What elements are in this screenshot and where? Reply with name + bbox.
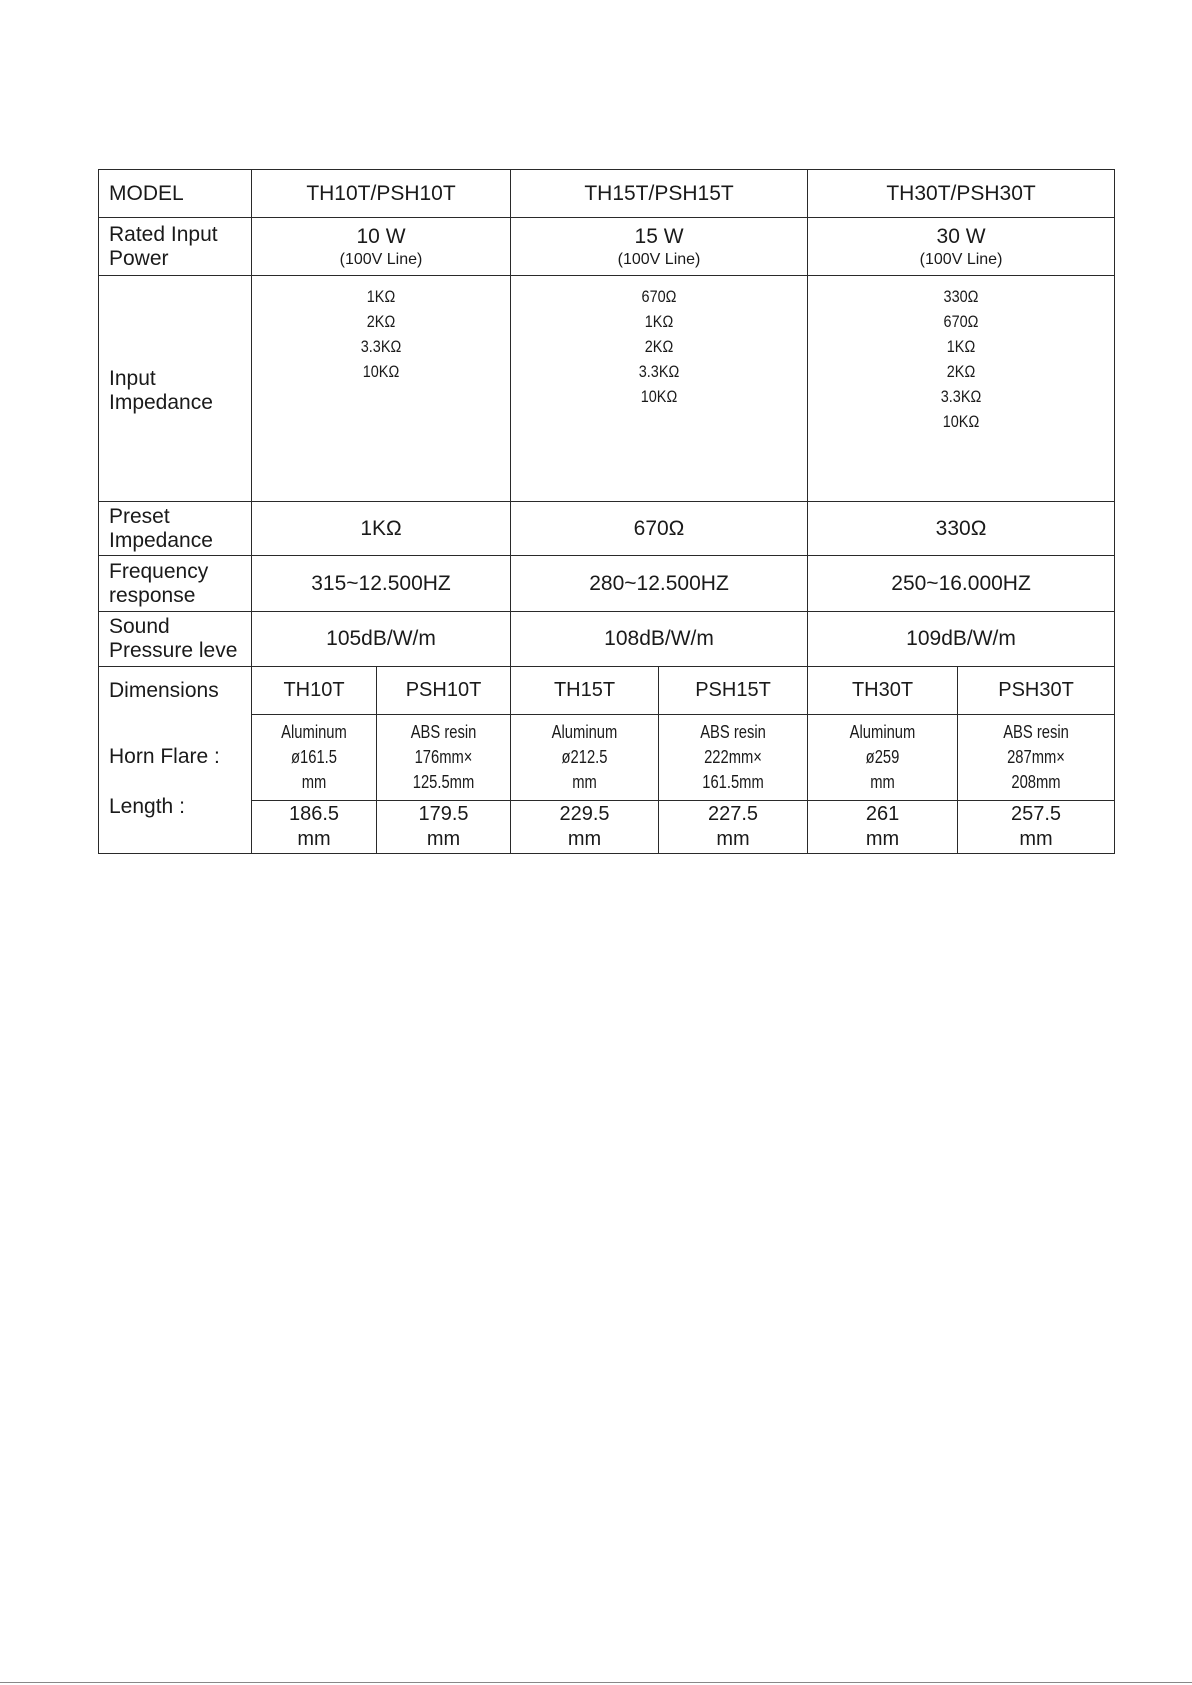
horn-size: mm [870,772,895,792]
impedance-value: 2KΩ [366,312,396,331]
frequency-response-value-1: 315~12.500HZ [252,556,511,612]
sound-pressure-row [99,612,1115,667]
length-cell [808,801,958,854]
spec-table [98,169,1115,854]
horn-size: ø161.5 [291,747,337,767]
horn-material: ABS resin [700,722,766,742]
input-impedance-label-line1: Input [109,366,156,390]
frequency-response-value-2: 280~12.500HZ [511,556,808,612]
model-row [99,170,1115,218]
horn-size: 222mm× [704,747,762,767]
submodel-header: PSH10T [377,667,511,715]
impedance-value: 2KΩ [644,337,674,356]
impedance-value: 670Ω [943,312,979,331]
model-label: MODEL [99,170,252,218]
preset-impedance-value-1: 1KΩ [252,502,511,556]
sound-pressure-label [99,612,252,667]
horn-material: Aluminum [281,722,347,742]
preset-impedance-value-3: 330Ω [808,502,1115,556]
horn-flare-label: Horn Flare : [109,745,220,768]
impedance-value: 1KΩ [946,337,976,356]
sound-pressure-value-1: 105dB/W/m [252,612,511,667]
length-cell [252,801,377,854]
frequency-response-label-line1: Frequency [109,559,209,583]
rated-power-line: (100V Line) [339,250,423,268]
input-impedance-list-2 [511,276,808,502]
length-cell [377,801,511,854]
frequency-response-label [99,556,252,612]
length-value: 261 [865,803,900,825]
input-impedance-row [99,276,1115,502]
frequency-response-row [99,556,1115,612]
impedance-value: 10KΩ [942,412,980,431]
horn-flare-cell [252,715,377,801]
dimensions-label-cell [99,667,252,854]
impedance-value: 2KΩ [946,362,976,381]
horn-size: 176mm× [414,747,473,767]
horn-size: 208mm [1011,772,1061,792]
horn-size: mm [572,772,597,792]
dimensions-label: Dimensions [109,679,219,702]
impedance-value: 330Ω [943,287,979,306]
impedance-value: 3.3KΩ [940,387,982,406]
frequency-response-label-line2: response [109,583,196,607]
submodel-header: PSH15T [659,667,808,715]
impedance-value: 3.3KΩ [638,362,680,381]
impedance-value: 10KΩ [362,362,400,381]
impedance-value: 1KΩ [366,287,396,306]
submodel-header: TH30T [808,667,958,715]
sound-pressure-label-line1: Sound [109,615,170,638]
submodel-header: TH10T [252,667,377,715]
horn-flare-cell [377,715,511,801]
preset-impedance-label-line1: Preset [109,504,170,528]
horn-material: Aluminum [849,722,916,742]
rated-power-row [99,218,1115,276]
horn-flare-cell [659,715,808,801]
rated-power-label [99,218,252,276]
length-value: 227.5 [707,803,759,825]
submodel-header: PSH30T [958,667,1115,715]
input-impedance-label-line2: Impedance [109,390,213,414]
rated-power-label-line2: Power [109,246,169,270]
length-unit: mm [865,828,900,850]
rated-power-cell-3 [808,218,1115,276]
impedance-value: 10KΩ [640,387,678,406]
input-impedance-list-3 [808,276,1115,502]
preset-impedance-label-line2: Impedance [109,528,213,552]
horn-size: 287mm× [1007,747,1065,767]
sound-pressure-label-line2: Pressure leve [109,639,238,662]
rated-power-label-line1: Rated Input [109,222,218,246]
horn-flare-cell [511,715,659,801]
impedance-value: 3.3KΩ [360,337,402,356]
rated-power-cell-2 [511,218,808,276]
preset-impedance-value-2: 670Ω [511,502,808,556]
horn-flare-cell [958,715,1115,801]
length-unit: mm [567,828,602,850]
sound-pressure-value-3: 109dB/W/m [808,612,1115,667]
horn-size: ø212.5 [561,747,608,767]
length-unit: mm [1019,828,1053,850]
length-cell [511,801,659,854]
horn-size: 161.5mm [702,772,764,792]
length-label: Length : [109,795,185,818]
impedance-value: 1KΩ [644,312,674,331]
horn-material: Aluminum [551,722,618,742]
submodel-header: TH15T [511,667,659,715]
length-unit: mm [716,828,750,850]
model-header-1: TH10T/PSH10T [252,170,511,218]
length-unit: mm [297,828,331,850]
horn-size: mm [301,772,327,792]
rated-power-cell-1 [252,218,511,276]
frequency-response-value-3: 250~16.000HZ [808,556,1115,612]
length-value: 257.5 [1011,803,1062,825]
length-unit: mm [426,828,461,850]
impedance-value: 670Ω [641,287,677,306]
model-header-3: TH30T/PSH30T [808,170,1115,218]
horn-size: ø259 [865,747,900,767]
page-bottom-rule [0,1682,1192,1683]
horn-size: 125.5mm [412,772,475,792]
model-header-2: TH15T/PSH15T [511,170,808,218]
length-value: 179.5 [418,803,469,825]
horn-material: ABS resin [410,722,477,742]
dimensions-header-row [99,667,1115,715]
length-value: 229.5 [559,803,610,825]
rated-power-line: (100V Line) [617,250,701,268]
horn-flare-cell [808,715,958,801]
rated-power-watts: 15 W [634,224,684,248]
length-value: 186.5 [288,803,340,825]
input-impedance-label [99,276,252,502]
preset-impedance-row [99,502,1115,556]
input-impedance-list-1 [252,276,511,502]
length-cell [659,801,808,854]
rated-power-watts: 30 W [936,224,986,248]
length-cell [958,801,1115,854]
horn-material: ABS resin [1003,722,1069,742]
rated-power-line: (100V Line) [919,250,1003,268]
preset-impedance-label [99,502,252,556]
rated-power-watts: 10 W [356,224,406,248]
sound-pressure-value-2: 108dB/W/m [511,612,808,667]
